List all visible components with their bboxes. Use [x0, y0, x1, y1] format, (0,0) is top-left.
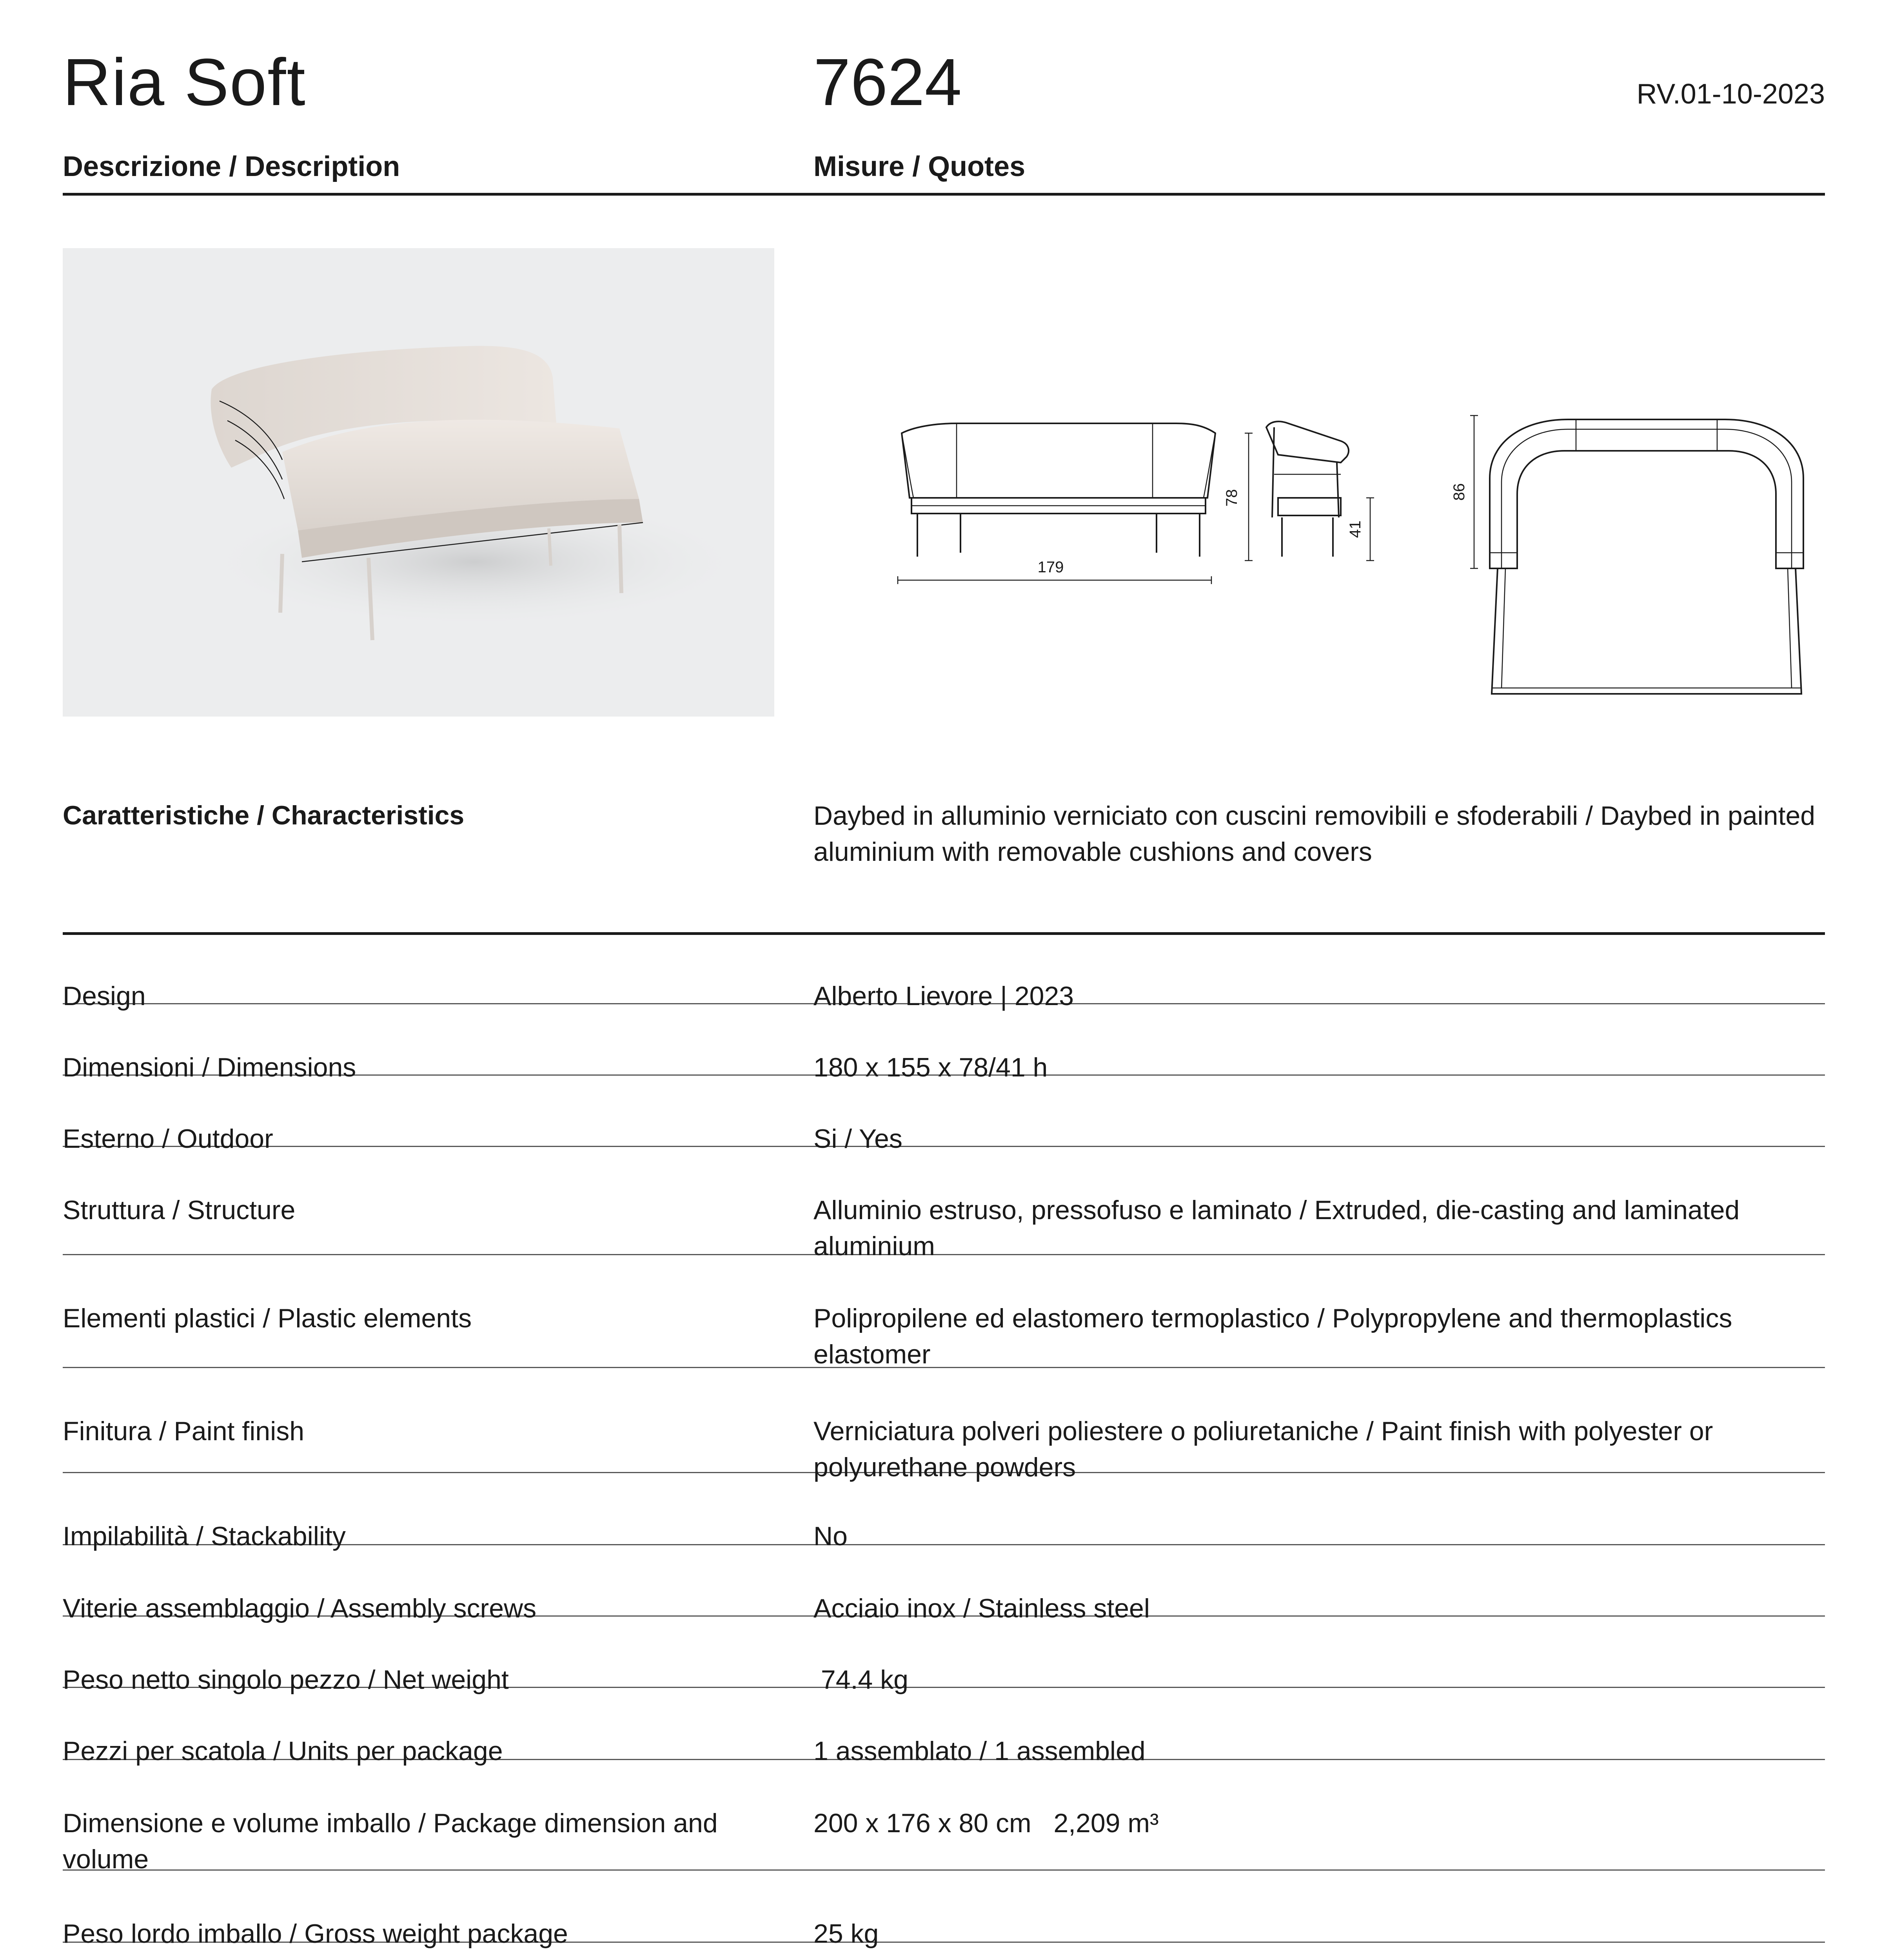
spec-label: Impilabilità / Stackability — [63, 1521, 346, 1551]
spec-value: Polipropilene ed elastomero termoplastico / Polypropylene and thermoplastics elastomer — [813, 1303, 1732, 1369]
spec-row-plastic-elements — [63, 1255, 1825, 1368]
spec-value: 180 x 155 x 78/41 h — [813, 1053, 1048, 1082]
depth-dimension-label: 86 — [1451, 483, 1468, 501]
spec-row-outdoor — [63, 1076, 1825, 1154]
spec-row-quality-guarantee — [63, 1943, 1825, 1960]
spec-value: 1 assemblato / 1 assembled — [813, 1736, 1146, 1766]
spec-label — [63, 1943, 813, 1960]
top-view-drawing — [1451, 416, 1803, 694]
spec-value: Alluminio estruso, pressofuso e laminato / Extruded, die-casting and laminated aluminium — [813, 1195, 1740, 1261]
spec-value — [813, 1943, 1825, 1960]
spec-row-dimensions — [63, 1004, 1825, 1082]
spec-label: Finitura / Paint finish — [63, 1416, 305, 1446]
spec-label: Design — [63, 981, 146, 1011]
header-divider — [63, 193, 1825, 196]
spec-value: Acciaio inox / Stainless steel — [813, 1593, 1150, 1623]
spec-value: 200 x 176 x 80 cm 2,209 m³ — [813, 1808, 1159, 1838]
daybed-illustration — [63, 248, 774, 717]
product-photo — [63, 248, 774, 717]
spec-label: Struttura / Structure — [63, 1195, 296, 1225]
spec-row-stackability — [63, 1473, 1825, 1551]
spec-label: Elementi plastici / Plastic elements — [63, 1303, 472, 1333]
spec-label: Viterie assemblaggio / Assembly screws — [63, 1593, 537, 1623]
spec-value: No — [813, 1521, 848, 1551]
width-dimension-label: 179 — [1037, 559, 1064, 576]
spec-row-design — [63, 933, 1825, 1011]
spec-value: Alberto Lievore | 2023 — [813, 981, 1074, 1011]
side-view-drawing — [1223, 421, 1374, 561]
product-code: 7624 — [813, 45, 962, 120]
spec-label: Peso netto singolo pezzo / Net weight — [63, 1665, 509, 1695]
spec-value: 25 kg — [813, 1919, 879, 1949]
revision-code: RV.01-10-2023 — [1636, 78, 1825, 110]
spec-label: Dimensione e volume imballo / Package dimension and volume — [63, 1808, 718, 1874]
spec-label: Esterno / Outdoor — [63, 1124, 273, 1154]
spec-value: Si / Yes — [813, 1124, 902, 1154]
height-dimension-label: 78 — [1223, 489, 1240, 507]
spec-label: Pezzi per scatola / Units per package — [63, 1736, 503, 1766]
spec-row-net-weight — [63, 1617, 1825, 1695]
front-view-drawing — [898, 423, 1215, 584]
spec-table — [63, 933, 1825, 1960]
spec-label: Dimensioni / Dimensions — [63, 1053, 356, 1082]
seat-height-dimension-label: 41 — [1347, 520, 1364, 538]
spec-row-structure — [63, 1147, 1825, 1261]
spec-row-paint-finish — [63, 1368, 1825, 1482]
characteristics-label: Caratteristiche / Characteristics — [63, 800, 465, 830]
spec-row-package-dimension — [63, 1760, 1825, 1874]
spec-label: Peso lordo imballo / Gross weight package — [63, 1919, 568, 1949]
spec-row-units-per-package — [63, 1688, 1825, 1766]
spec-value: 74.4 kg — [813, 1665, 908, 1695]
spec-row-assembly-screws — [63, 1545, 1825, 1623]
spec-row-gross-weight — [63, 1871, 1825, 1949]
spec-value: Verniciatura polveri poliestere o poliuretaniche / Paint finish with polyester or polyurethane powders — [813, 1416, 1713, 1482]
characteristics-value: Daybed in alluminio verniciato con cuscini removibili e sfoderabili / Daybed in painted aluminium with removable cushions and covers — [813, 801, 1816, 867]
product-name: Ria Soft — [63, 45, 306, 120]
technical-drawings — [878, 404, 1835, 710]
quotes-heading: Misure / Quotes — [813, 151, 1026, 182]
description-heading: Descrizione / Description — [63, 151, 400, 182]
